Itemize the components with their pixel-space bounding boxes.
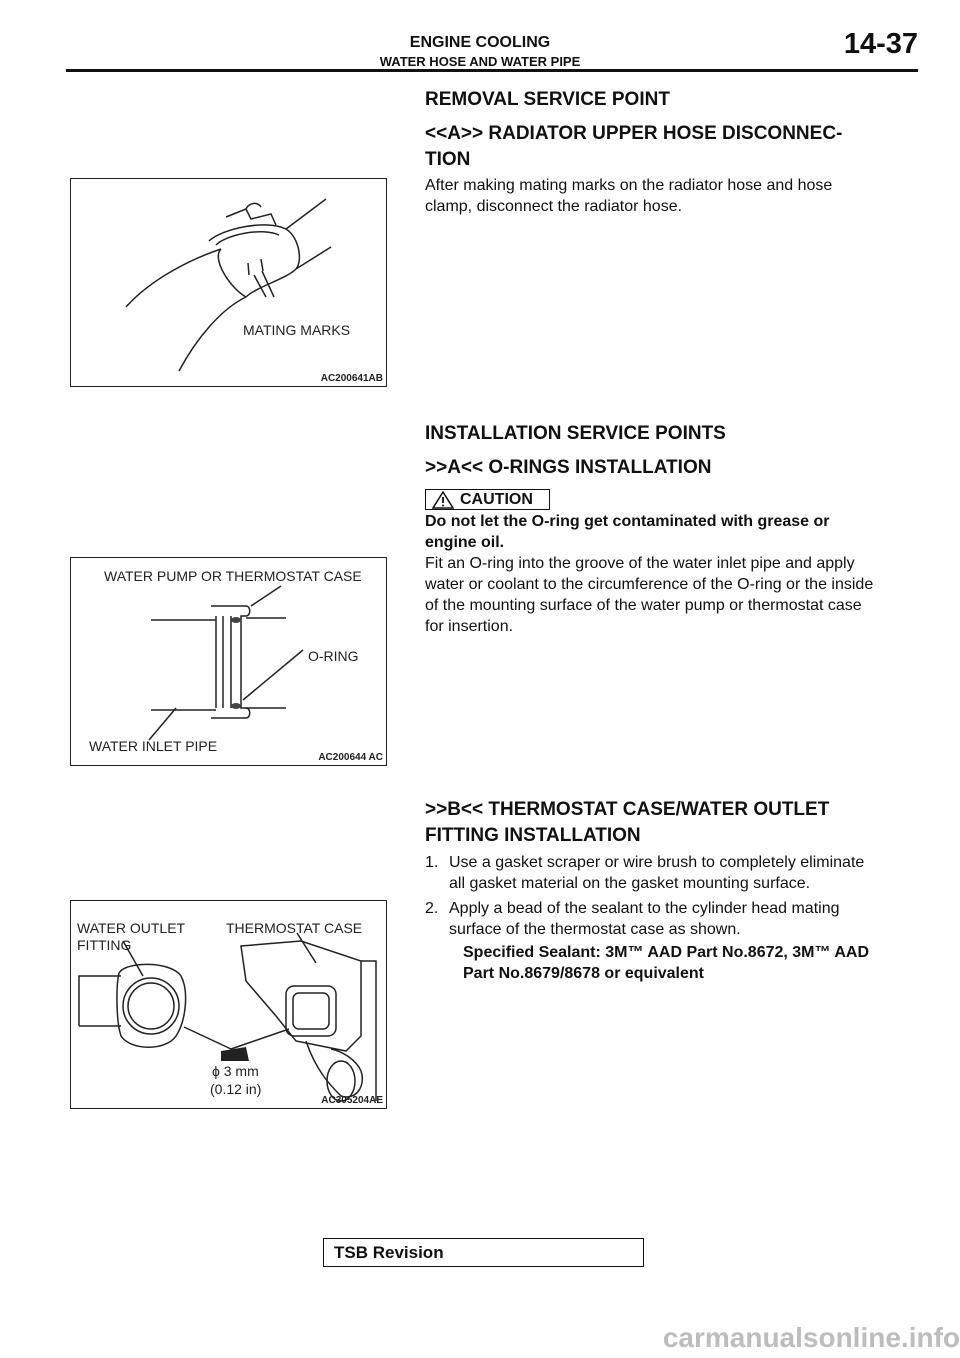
case-label: THERMOSTAT CASE <box>226 920 363 936</box>
warning-icon <box>432 491 454 509</box>
subsection-title: WATER HOSE AND WATER PIPE <box>379 54 581 69</box>
caution-text-line1: Do not let the O-ring get contaminated with grease or <box>425 513 830 530</box>
oring-text-line4: for insertion. <box>425 618 514 635</box>
bead-size-inch-label: (0.12 in) <box>210 1081 262 1097</box>
removal-heading: REMOVAL SERVICE POINT <box>425 89 670 110</box>
pump-case-label: WATER PUMP OR THERMOSTAT CASE <box>104 568 362 584</box>
steps-list <box>425 852 920 944</box>
outlet-label-line1: WATER OUTLET <box>77 920 186 936</box>
figure-id: AC305204AE <box>321 1095 383 1106</box>
removal-text-line1: After making mating marks on the radiator hose and hose <box>425 177 833 194</box>
oring-label: O-RING <box>308 648 359 664</box>
oring-text-line3: of the mounting surface of the water pump or thermostat case <box>425 597 862 614</box>
oring-heading: >>A<< O-RINGS INSTALLATION <box>425 457 712 478</box>
outlet-label-line2: FITTING <box>77 937 132 953</box>
header-rule <box>66 69 918 72</box>
caution-badge <box>425 489 550 510</box>
section-title: ENGINE COOLING <box>409 34 551 51</box>
figure-thermostat-case <box>70 900 387 1109</box>
installation-heading: INSTALLATION SERVICE POINTS <box>425 423 726 444</box>
sealant-spec-line2: Part No.8679/8678 or equivalent <box>463 965 704 982</box>
removal-text-line2: clamp, disconnect the radiator hose. <box>425 198 683 215</box>
mating-marks-label: MATING MARKS <box>243 322 351 338</box>
figure-oring <box>70 557 387 766</box>
watermark: carmanualsonline.info <box>662 1322 960 1353</box>
caution-label: CAUTION <box>460 490 533 508</box>
thermostat-heading-line1: >>B<< THERMOSTAT CASE/WATER OUTLET <box>425 799 830 820</box>
inlet-pipe-label: WATER INLET PIPE <box>89 738 218 754</box>
figure-radiator-hose <box>70 178 387 387</box>
oring-text-line2: water or coolant to the circumference of the O-ring or the inside <box>425 576 874 593</box>
page-number: 14-37 <box>843 28 918 60</box>
figure-id: AC200641AB <box>320 373 383 384</box>
thermostat-heading-line2: FITTING INSTALLATION <box>425 825 641 846</box>
caution-text-line2: engine oil. <box>425 534 505 551</box>
sealant-spec-line1: Specified Sealant: 3M™ AAD Part No.8672, 3M™ AAD <box>463 944 870 961</box>
hose-clamp-drawing <box>71 179 388 388</box>
oring-text-line1: Fit an O-ring into the groove of the water inlet pipe and apply <box>425 555 855 572</box>
bead-size-label: ϕ 3 mm <box>212 1063 259 1079</box>
list-item: 2. Apply a bead of the sealant to the cylinder head mating surface of the thermostat case as shown. <box>425 900 840 938</box>
figure-id: AC200644 AC <box>318 752 383 763</box>
removal-subheading-line1: <<A>> RADIATOR UPPER HOSE DISCONNEC- <box>425 123 843 144</box>
removal-subheading-line2: TION <box>425 149 471 170</box>
list-item: 1. Use a gasket scraper or wire brush to completely eliminate all gasket material on the gasket mounting surface. <box>425 854 865 892</box>
tsb-revision-box: TSB Revision <box>323 1238 644 1267</box>
